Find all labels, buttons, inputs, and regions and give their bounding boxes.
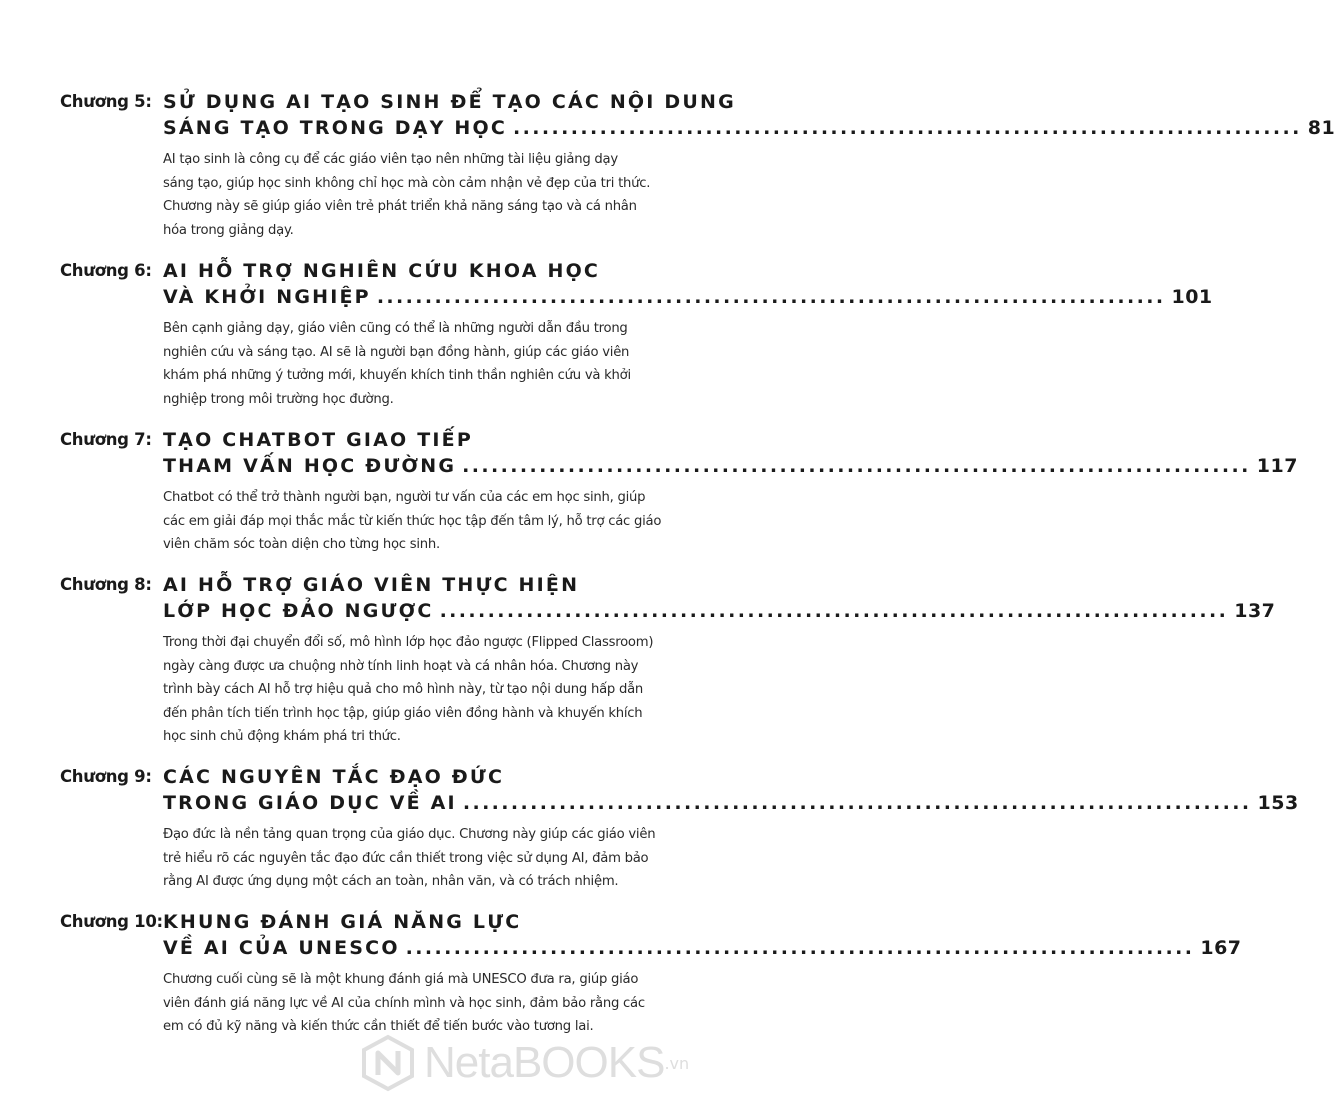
page-number: 117 bbox=[1256, 455, 1298, 477]
description-line: AI tạo sinh là công cụ để các giáo viên tạo nên những tài liệu giảng dạy bbox=[163, 152, 618, 167]
chapter-title-line-2-text: TRONG GIÁO DỤC VỀ AI bbox=[163, 792, 457, 814]
leader-dots: .................................................................................. bbox=[376, 286, 1166, 308]
chapter-label: Chương 7: bbox=[60, 430, 152, 449]
chapter-title-line-2-text: VỀ AI CỦA UNESCO bbox=[163, 937, 400, 959]
chapter-description bbox=[163, 148, 651, 242]
leader-dots: .................................................................................. bbox=[405, 937, 1195, 959]
description-line: Bên cạnh giảng dạy, giáo viên cũng có thể là những người dẫn đầu trong bbox=[163, 321, 628, 336]
chapter-title-line-2 bbox=[163, 114, 1335, 142]
page-number: 137 bbox=[1234, 600, 1276, 622]
chapter-label: Chương 10: bbox=[60, 912, 163, 931]
chapter-title-line-2 bbox=[163, 934, 1242, 962]
chapter-label: Chương 9: bbox=[60, 767, 152, 786]
chapter-title-line-1: KHUNG ĐÁNH GIÁ NĂNG LỰC bbox=[163, 911, 522, 933]
description-line: em có đủ kỹ năng và kiến thức cần thiết để tiến bước vào tương lai. bbox=[163, 1019, 594, 1034]
chapter-title-line-1: CÁC NGUYÊN TẮC ĐẠO ĐỨC bbox=[163, 766, 505, 788]
description-line: học sinh chủ động khám phá tri thức. bbox=[163, 729, 401, 744]
leader-dots: .................................................................................. bbox=[462, 792, 1252, 814]
description-line: ngày càng được ưa chuộng nhờ tính linh hoạt và cá nhân hóa. Chương này bbox=[163, 658, 639, 674]
chapter-title-line-2 bbox=[163, 283, 1213, 311]
description-line: rằng AI được ứng dụng một cách an toàn, nhân văn, và có trách nhiệm. bbox=[163, 874, 619, 889]
description-line: Đạo đức là nền tảng quan trọng của giáo dục. Chương này giúp các giáo viên bbox=[163, 827, 656, 842]
netabooks-watermark bbox=[360, 1028, 700, 1098]
leader-dots: .................................................................................. bbox=[462, 455, 1251, 477]
chapter-title-line-1: SỬ DỤNG AI TẠO SINH ĐỂ TẠO CÁC NỘI DUNG bbox=[163, 91, 736, 113]
description-line: Chatbot có thể trở thành người bạn, người tư vấn của các em học sinh, giúp bbox=[163, 490, 646, 505]
description-line: sáng tạo, giúp học sinh không chỉ học mà còn cảm nhận vẻ đẹp của tri thức. bbox=[163, 175, 651, 191]
description-line: khám phá những ý tưởng mới, khuyến khích tinh thần nghiên cứu và khởi bbox=[163, 368, 631, 383]
description-line: đến phân tích tiến trình học tập, giúp giáo viên đồng hành và khuyến khích bbox=[163, 705, 643, 721]
description-line: Trong thời đại chuyển đổi số, mô hình lớp học đảo ngược (Flipped Classroom) bbox=[163, 635, 654, 650]
chapter-title-line-1: AI HỖ TRỢ NGHIÊN CỨU KHOA HỌC bbox=[163, 260, 601, 282]
description-line: Chương cuối cùng sẽ là một khung đánh giá mà UNESCO đưa ra, giúp giáo bbox=[163, 972, 639, 987]
description-line: viên đánh giá năng lực về AI của chính mình và học sinh, đảm bảo rằng các bbox=[163, 995, 645, 1011]
chapter-title-line-2-text: THAM VẤN HỌC ĐƯỜNG bbox=[163, 455, 457, 477]
chapter-title-line-2-text: LỚP HỌC ĐẢO NGƯỢC bbox=[163, 600, 434, 622]
page-number: 167 bbox=[1200, 937, 1242, 959]
page-number: 101 bbox=[1171, 286, 1213, 308]
chapter-description bbox=[163, 486, 662, 557]
description-line: hóa trong giảng dạy. bbox=[163, 222, 294, 238]
description-line: viên chăm sóc toàn diện cho từng học sinh. bbox=[163, 537, 440, 552]
chapter-label: Chương 5: bbox=[60, 92, 152, 111]
description-line: Chương này sẽ giúp giáo viên trẻ phát triển khả năng sáng tạo và cá nhân bbox=[163, 199, 637, 214]
chapter-title-line-2 bbox=[163, 789, 1299, 817]
page-number: 153 bbox=[1257, 792, 1299, 814]
chapter-label: Chương 6: bbox=[60, 261, 152, 280]
page-number: 81 bbox=[1307, 117, 1335, 139]
description-line: nghiên cứu và sáng tạo. AI sẽ là người bạn đồng hành, giúp các giáo viên bbox=[163, 344, 630, 360]
description-line: trình bày cách AI hỗ trợ hiệu quả cho mô hình này, từ tạo nội dung hấp dẫn bbox=[163, 682, 644, 697]
leader-dots: .................................................................................. bbox=[513, 117, 1302, 139]
description-line: trẻ hiểu rõ các nguyên tắc đạo đức cần thiết trong việc sử dụng AI, đảm bảo bbox=[163, 850, 649, 866]
chapter-description bbox=[163, 317, 643, 411]
watermark-brand: NetaBOOKS bbox=[424, 1038, 665, 1087]
leader-dots: .................................................................................. bbox=[439, 600, 1229, 622]
chapter-title-line-2-text: SÁNG TẠO TRONG DẠY HỌC bbox=[163, 117, 508, 139]
chapter-title-line-1: TẠO CHATBOT GIAO TIẾP bbox=[163, 429, 473, 451]
watermark-suffix: .vn bbox=[664, 1053, 690, 1073]
description-line: nghiệp trong môi trường học đường. bbox=[163, 391, 394, 407]
n-logo-icon bbox=[360, 1035, 416, 1091]
chapter-description bbox=[163, 631, 654, 749]
chapter-title-line-1: AI HỖ TRỢ GIÁO VIÊN THỰC HIỆN bbox=[163, 574, 580, 596]
chapter-title-line-2 bbox=[163, 597, 1276, 625]
chapter-title-line-2-text: VÀ KHỞI NGHIỆP bbox=[163, 286, 371, 308]
description-line: các em giải đáp mọi thắc mắc từ kiến thức học tập đến tâm lý, hỗ trợ các giáo bbox=[163, 513, 662, 529]
chapter-label: Chương 8: bbox=[60, 575, 152, 594]
chapter-title-line-2 bbox=[163, 452, 1298, 480]
chapter-description bbox=[163, 823, 656, 894]
